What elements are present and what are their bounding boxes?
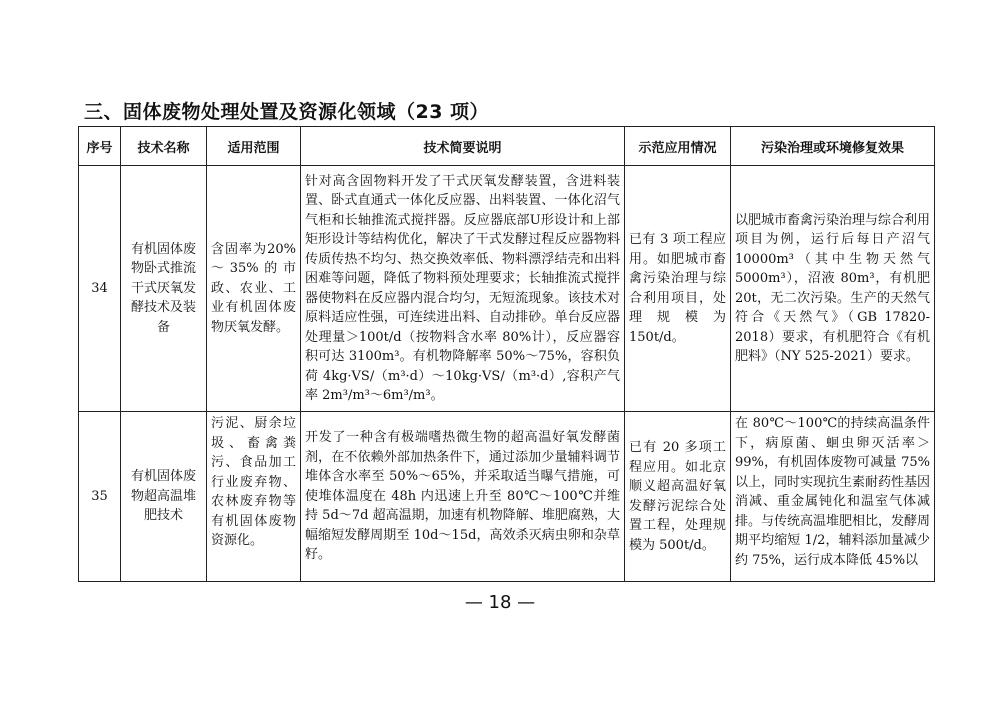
technology-table bbox=[78, 126, 935, 582]
row-no: 34 bbox=[79, 166, 121, 412]
header-no: 序号 bbox=[79, 127, 121, 166]
row-demo: 已有 3 项工程应用。如肥城市畜禽污染治理与综合利用项目，处理规模为150t/d。 bbox=[625, 166, 731, 412]
table-row bbox=[79, 412, 935, 582]
page-number: — 18 — bbox=[464, 592, 536, 613]
table-row bbox=[79, 166, 935, 412]
header-demo: 示范应用情况 bbox=[625, 127, 731, 166]
row-no: 35 bbox=[79, 412, 121, 582]
section-title: 三、固体废物处理处置及资源化领域（23 项） bbox=[84, 101, 490, 123]
row-tech-name: 有机固体废物卧式推流干式厌氧发酵技术及装备 bbox=[121, 166, 207, 412]
row-description: 针对高含固物料开发了干式厌氧发酵装置，含进料装置、卧式直通式一体化反应器、出料装置、一体化沼气气柜和长轴推流式搅拌器。反应器底部U形设计和上部矩形设计等结构优化，解决了干式发酵过程反应器物料传质传热不均匀、热交换效率低、物料漂浮结壳和出料困难等问题，降低了物料预处理要求；长轴推流式搅拌器使物料在反应器内混合均匀，无短流现象。该技术对原料适应性强，可连续进出料、自动排砂。单台反应器处理量＞100t/d（按物料含水率 80%计），反应器容积可达 3100m³。有机物降解率 50%～75%，容积负荷 4kg·VS/（m³·d）～10kg·VS/（m³·d）,容积产气率 2m³/m³～6m³/m³。 bbox=[301, 166, 625, 412]
row-tech-name: 有机固体废物超高温堆肥技术 bbox=[121, 412, 207, 582]
header-name: 技术名称 bbox=[121, 127, 207, 166]
header-effect: 污染治理或环境修复效果 bbox=[731, 127, 935, 166]
header-description: 技术简要说明 bbox=[301, 127, 625, 166]
row-effect: 以肥城市畜禽污染治理与综合利用项目为例，运行后每日产沼气 10000m³（其中生物天然气 5000m³），沼液 80m³，有机肥 20t，无二次污染。生产的天然气符合《天然气》（GB 17820-2018）要求，有机肥符合《有机肥料》（NY 525-2021）要求。 bbox=[731, 166, 935, 412]
row-effect: 在 80℃～100℃的持续高温条件下，病原菌、蛔虫卵灭活率＞99%，有机固体废物可减量 75%以上，同时实现抗生素耐药性基因消减、重金属钝化和温室气体减排。与传统高温堆肥相比，发酵周期平均缩短 1/2，辅料添加量减少约 75%，运行成本降低 45%以 bbox=[731, 412, 935, 582]
row-description: 开发了一种含有极端嗜热微生物的超高温好氧发酵菌剂，在不依赖外部加热条件下，通过添加少量辅料调节堆体含水率至 50%～65%，并采取适当曝气措施，可使堆体温度在 48h 内迅速上升至 80℃～100℃并维持 5d～7d 超高温期，加速有机物降解、堆肥腐熟，大幅缩短发酵周期至 10d～15d，高效杀灭病虫卵和杂草籽。 bbox=[301, 412, 625, 582]
row-scope: 污泥、厨余垃圾、畜禽粪污、食品加工行业废弃物、农林废弃物等有机固体废物资源化。 bbox=[207, 412, 301, 582]
header-scope: 适用范围 bbox=[207, 127, 301, 166]
row-demo: 已有 20 多项工程应用。如北京顺义超高温好氧发酵污泥综合处置工程，处理规模为 500t/d。 bbox=[625, 412, 731, 582]
table-header-row bbox=[79, 127, 935, 166]
row-scope: 含固率为20%～35%的市政、农业、工业有机固体废物厌氧发酵。 bbox=[207, 166, 301, 412]
